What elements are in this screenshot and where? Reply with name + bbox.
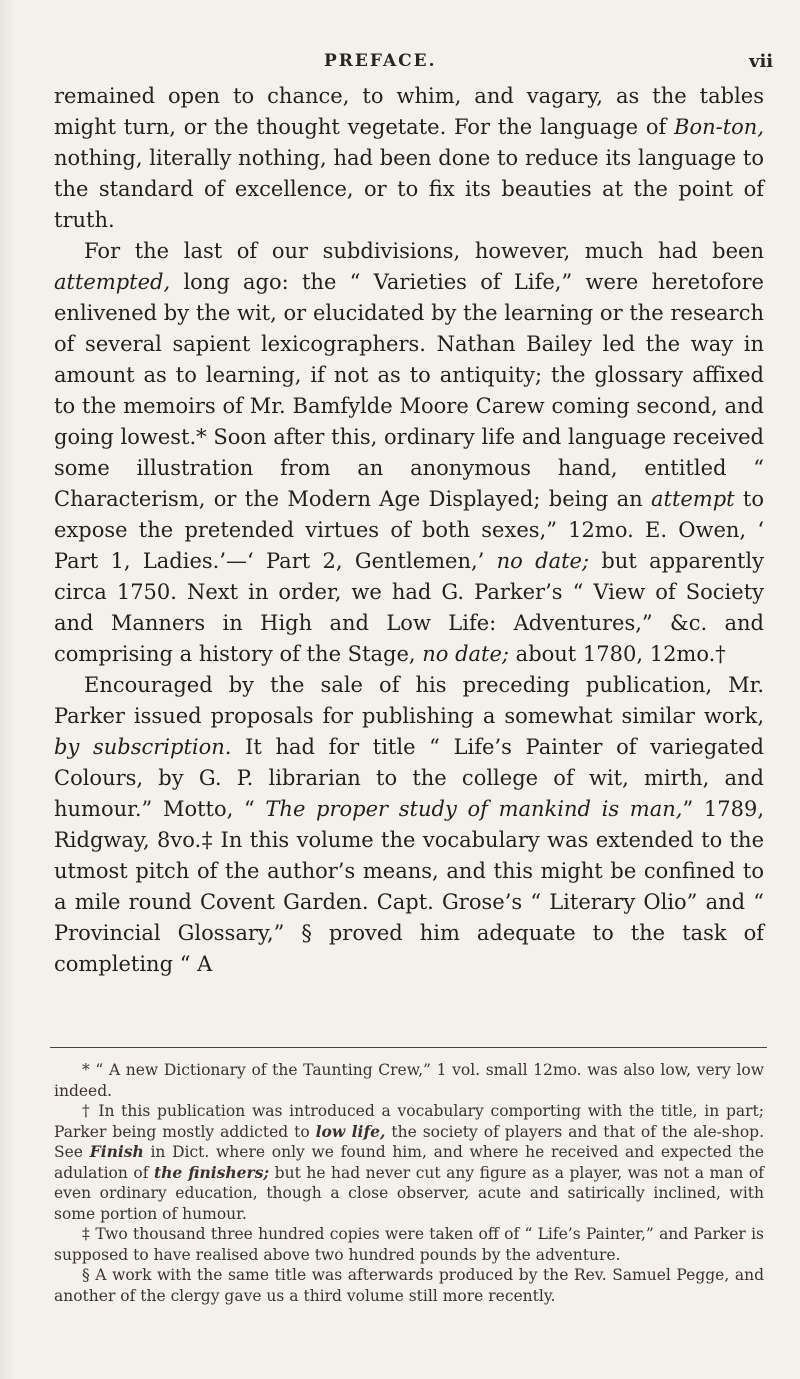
paragraph-1: remained open to chance, to whim, and vagary, as the tables might turn, or the thought vegetate. For the language of Bon-ton, nothing, literally nothing, had been done to reduce its language to the standard of excellence, or to fix its beauties at the point of truth.: [54, 84, 764, 232]
italic-attempt: attempt: [650, 487, 735, 511]
italic-attempted: attempted,: [54, 270, 171, 294]
italic-by-subscription: by subscription.: [54, 735, 232, 759]
italic-no-date-1: no date;: [496, 549, 590, 573]
page-gutter-shadow: [0, 0, 14, 1379]
italic-bon-ton: Bon-ton,: [674, 115, 764, 139]
main-text: [54, 81, 764, 980]
footnote-rule: [50, 1047, 767, 1048]
italic-no-date-2: no date;: [422, 642, 509, 666]
italic-low-life: low life,: [315, 1121, 386, 1141]
footnote-4: § A work with the same title was afterwards produced by the Rev. Samuel Pegge, and another of the clergy gave us a third volume still more recently.: [54, 1266, 764, 1305]
footnotes: [54, 1060, 764, 1306]
italic-finish: Finish: [89, 1142, 144, 1161]
footnote-1: * “ A new Dictionary of the Taunting Crew,” 1 vol. small 12mo. was also low, very low indeed.: [54, 1061, 764, 1100]
footnote-3: ‡ Two thousand three hundred copies were taken off of “ Life’s Painter,” and Parker is supposed to have realised above two hundred pounds by the adventure.: [54, 1225, 764, 1264]
italic-motto: The proper study of mankind is man,: [265, 797, 683, 821]
footnote-2: † In this publication was introduced a vocabulary comporting with the title, in part; Parker being mostly addicted to low life, the society of players and that of the ale-shop. See Finish in Dict. where only we found him, and where he received and expected the adulation of the finishers; but he had never cut any figure as a player, was not a man of even ordinary education, though a close observer, acute and satirically inclined, with some portion of humour.: [54, 1102, 765, 1223]
page-header: [0, 51, 800, 75]
paragraph-2: For the last of our subdivisions, however, much had been attempted, long ago: the “ Varieties of Life,” were heretofore enlivened by the wit, or elucidated by the learning or the research of several sapient lexicographers. Nathan Bailey led the way in amount as to learning, if not as to antiquity; the glossary affixed to the memoirs of Mr. Bamfylde Moore Carew coming second, and going lowest.* Soon after this, ordinary life and language received some illustration from an anonymous hand, entitled “ Characterism, or the Modern Age Displayed; being an attempt to expose the pretended virtues of both sexes,” 12mo. E. Owen, ‘ Part 1, Ladies.’—‘ Part 2, Gentlemen,’ no date; but apparently circa 1750. Next in order, we had G. Parker’s “ View of Society and Manners in High and Low Life: Adventures,” &c. and comprising a history of the Stage, no date; about 1780, 12mo.†: [54, 239, 765, 666]
running-head: PREFACE.: [324, 51, 437, 71]
page-number: vii: [749, 51, 774, 72]
paragraph-3: Encouraged by the sale of his preceding publication, Mr. Parker issued proposals for publishing a somewhat similar work, by subscription. It had for title “ Life’s Painter of variegated Colours, by G. P. librarian to the college of wit, mirth, and humour.” Motto, “ The proper study of mankind is man,” 1789, Ridgway, 8vo.‡ In this volume the vocabulary was extended to the utmost pitch of the author’s means, and this might be confined to a mile round Covent Garden. Capt. Grose’s “ Literary Olio” and “ Provincial Glossary,” § proved him adequate to the task of completing “ A: [54, 673, 764, 976]
italic-the-finishers: the finishers;: [153, 1162, 270, 1182]
